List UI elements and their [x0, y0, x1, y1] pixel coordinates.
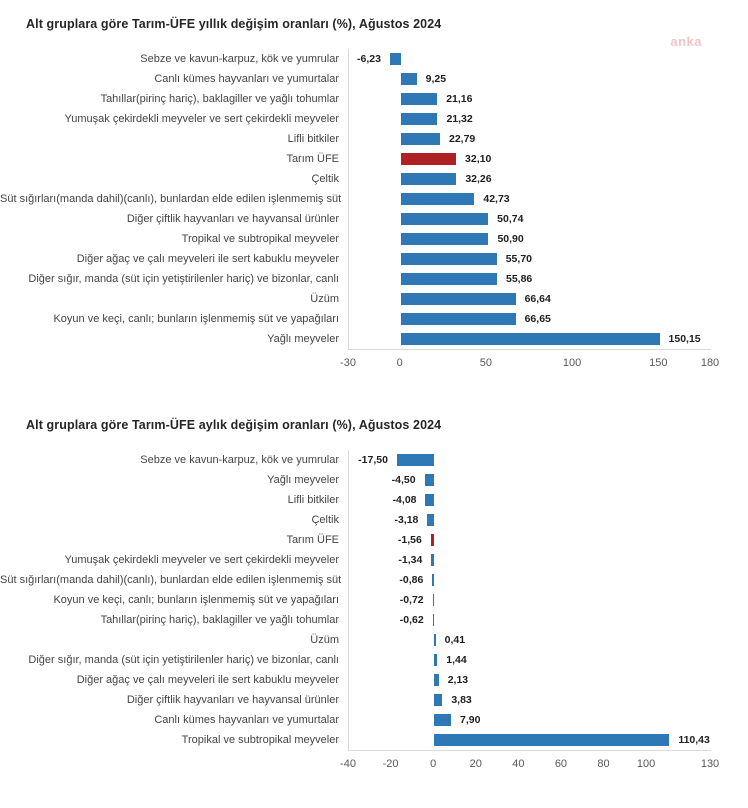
- bar-row: [349, 550, 711, 570]
- category-label: Koyun ve keçi, canlı; bunların işlenmemiş süt ve yapağıları: [53, 594, 339, 606]
- category-label: Üzüm: [310, 634, 339, 646]
- bar-row: [349, 670, 711, 690]
- bar-row: [349, 570, 711, 590]
- bar-row: [349, 710, 711, 730]
- anka-watermark: anka: [670, 34, 702, 49]
- bar-value-label: -1,34: [398, 554, 423, 566]
- category-label: Diğer ağaç ve çalı meyveleri ile sert kabuklu meyveler: [76, 253, 339, 265]
- bar-value-label: 21,32: [446, 113, 473, 125]
- bar: [401, 313, 516, 325]
- x-axis-tick: -30: [340, 357, 356, 369]
- bar-row: [349, 450, 711, 470]
- bar-row: [349, 229, 711, 249]
- highlight-bar: [431, 534, 434, 546]
- bar-row: [349, 690, 711, 710]
- bar-value-label: 50,90: [497, 233, 524, 245]
- bar-value-label: 55,70: [505, 253, 532, 265]
- category-label: Yumuşak çekirdekli meyveler ve sert çekirdekli meyveler: [64, 554, 339, 566]
- x-axis-tick: 80: [597, 758, 610, 770]
- x-axis-tick: 130: [700, 758, 720, 770]
- bar: [401, 193, 475, 205]
- category-label: Tahıllar(pirinç hariç), baklagiller ve yağlı tohumlar: [100, 614, 339, 626]
- bar-row: [349, 209, 711, 229]
- bar: [397, 454, 434, 466]
- category-label: Tropikal ve subtropikal meyveler: [181, 233, 339, 245]
- category-label: Koyun ve keçi, canlı; bunların işlenmemiş süt ve yapağıları: [53, 313, 339, 325]
- monthly-x-axis: [340, 751, 720, 777]
- x-axis-tick: -40: [340, 758, 356, 770]
- bar-row: [349, 69, 711, 89]
- bar-row: [349, 169, 711, 189]
- bar: [401, 93, 437, 105]
- x-axis-tick: 0: [430, 758, 437, 770]
- bar-row: [349, 189, 711, 209]
- category-label: Diğer sığır, manda (süt için yetiştirilenler hariç) ve bizonlar, canlı: [28, 654, 339, 666]
- bar-row: [349, 269, 711, 289]
- bar: [401, 173, 457, 185]
- bar-row: [349, 530, 711, 550]
- annual-category-labels: [0, 49, 348, 350]
- category-label: Lifli bitkiler: [287, 133, 339, 145]
- bar-row: [349, 590, 711, 610]
- category-label: Canlı kümes hayvanları ve yumurtalar: [154, 73, 339, 85]
- bar: [434, 634, 436, 646]
- category-label: Yumuşak çekirdekli meyveler ve sert çekirdekli meyveler: [64, 113, 339, 125]
- bar-row: [349, 309, 711, 329]
- bar-row: [349, 89, 711, 109]
- category-label: Çeltik: [311, 514, 339, 526]
- bar: [432, 574, 434, 586]
- category-label: Lifli bitkiler: [287, 494, 339, 506]
- bar-row: [349, 490, 711, 510]
- bar-value-label: 32,26: [465, 173, 492, 185]
- bar-value-label: 22,79: [448, 133, 476, 145]
- bar-value-label: -0,86: [399, 574, 424, 586]
- monthly-chart-title: Alt gruplara göre Tarım-ÜFE aylık değişim oranları (%), Ağustos 2024: [26, 418, 442, 432]
- bar: [434, 674, 439, 686]
- category-label: Yağlı meyveler: [267, 333, 339, 345]
- bar-value-label: 55,86: [506, 273, 533, 285]
- bar: [433, 594, 435, 606]
- bar-value-label: 150,15: [668, 333, 701, 345]
- category-label: Yağlı meyveler: [267, 474, 339, 486]
- bar-value-label: 110,43: [678, 734, 710, 746]
- bar-row: [349, 249, 711, 269]
- bar-row: [349, 650, 711, 670]
- bar: [434, 714, 451, 726]
- annual-x-axis: [340, 350, 720, 376]
- bar-value-label: -1,56: [397, 534, 422, 546]
- category-label: Tarım ÜFE: [286, 534, 339, 546]
- bar: [401, 273, 497, 285]
- bar-row: [349, 129, 711, 149]
- highlight-bar: [401, 153, 456, 165]
- bar-value-label: 32,10: [465, 153, 492, 165]
- category-label: Diğer sığır, manda (süt için yetiştirilenler hariç) ve bizonlar, canlı: [28, 273, 339, 285]
- bar: [401, 73, 417, 85]
- x-axis-tick: 20: [469, 758, 482, 770]
- bar-value-label: -0,72: [399, 594, 424, 606]
- bar-value-label: 21,16: [446, 93, 473, 105]
- monthly-plot-area: [348, 450, 711, 751]
- bar-value-label: 7,90: [459, 714, 481, 726]
- bar-row: [349, 289, 711, 309]
- category-label: Tarım ÜFE: [286, 153, 339, 165]
- bar: [434, 734, 669, 746]
- category-label: Diğer ağaç ve çalı meyveleri ile sert kabuklu meyveler: [76, 674, 339, 686]
- category-label: Diğer çiftlik hayvanları ve hayvansal ürünler: [126, 213, 339, 225]
- bar: [434, 654, 437, 666]
- bar-value-label: 42,73: [483, 193, 510, 205]
- annual-plot-area: [348, 49, 711, 350]
- x-axis-tick: 100: [636, 758, 656, 770]
- bar-row: [349, 470, 711, 490]
- bar-row: [349, 510, 711, 530]
- bar: [390, 53, 401, 65]
- x-axis-tick: 150: [649, 357, 668, 369]
- x-axis-tick: 0: [396, 357, 403, 369]
- bar-value-label: 0,41: [444, 634, 466, 646]
- bar: [425, 494, 434, 506]
- x-axis-tick: 50: [479, 357, 493, 369]
- bar-row: [349, 610, 711, 630]
- bar: [401, 133, 440, 145]
- bar: [431, 554, 434, 566]
- bar-value-label: 1,44: [446, 654, 467, 666]
- annual-chart-title: Alt gruplara göre Tarım-ÜFE yıllık değişim oranları (%), Ağustos 2024: [26, 17, 442, 31]
- category-label: Tahıllar(pirinç hariç), baklagiller ve yağlı tohumlar: [100, 93, 339, 105]
- x-axis-tick: 180: [700, 357, 720, 369]
- bar-value-label: -4,08: [392, 494, 417, 506]
- bar: [401, 113, 438, 125]
- bar: [401, 253, 497, 265]
- bar-value-label: 2,13: [447, 674, 469, 686]
- category-label: Sebze ve kavun-karpuz, kök ve yumrular: [140, 454, 339, 466]
- bar-row: [349, 630, 711, 650]
- bar: [401, 293, 516, 305]
- x-axis-tick: 40: [512, 758, 525, 770]
- category-label: Süt sığırları(manda dahil)(canlı), bunlardan elde edilen işlenmemiş süt: [0, 574, 342, 586]
- category-label: Çeltik: [311, 173, 339, 185]
- bar-value-label: 3,83: [451, 694, 472, 706]
- monthly-change-chart: [0, 418, 748, 777]
- category-label: Tropikal ve subtropikal meyveler: [181, 734, 339, 746]
- category-label: Canlı kümes hayvanları ve yumurtalar: [154, 714, 339, 726]
- bar-row: [349, 730, 711, 750]
- monthly-category-labels: [0, 450, 348, 751]
- bar-value-label: 66,64: [524, 293, 551, 305]
- bar-value-label: -4,50: [391, 474, 416, 486]
- bar-value-label: 50,74: [497, 213, 524, 225]
- bar: [425, 474, 435, 486]
- bar-value-label: 66,65: [524, 313, 551, 325]
- bar: [427, 514, 434, 526]
- bar-value-label: 9,25: [425, 73, 447, 85]
- bar-value-label: -0,62: [399, 614, 424, 626]
- monthly-chart-body: [0, 450, 748, 751]
- bar-value-label: -17,50: [358, 454, 388, 466]
- annual-chart-body: [0, 49, 748, 350]
- bar-row: [349, 49, 711, 69]
- bar: [434, 694, 442, 706]
- bar-row: [349, 149, 711, 169]
- category-label: Diğer çiftlik hayvanları ve hayvansal ürünler: [126, 694, 339, 706]
- x-axis-tick: 100: [562, 357, 582, 369]
- bar: [401, 213, 488, 225]
- bar: [401, 333, 660, 345]
- x-axis-tick: 60: [554, 758, 568, 770]
- bar-value-label: -3,18: [394, 514, 419, 526]
- annual-change-chart: [0, 0, 748, 376]
- category-label: Üzüm: [310, 293, 339, 305]
- x-axis-tick: -20: [382, 758, 399, 770]
- bar-row: [349, 329, 711, 349]
- category-label: Sebze ve kavun-karpuz, kök ve yumrular: [140, 53, 339, 65]
- bar-row: [349, 109, 711, 129]
- bar-value-label: -6,23: [357, 53, 381, 65]
- bar: [401, 233, 489, 245]
- bar: [433, 614, 435, 626]
- category-label: Süt sığırları(manda dahil)(canlı), bunlardan elde edilen işlenmemiş süt: [0, 193, 342, 205]
